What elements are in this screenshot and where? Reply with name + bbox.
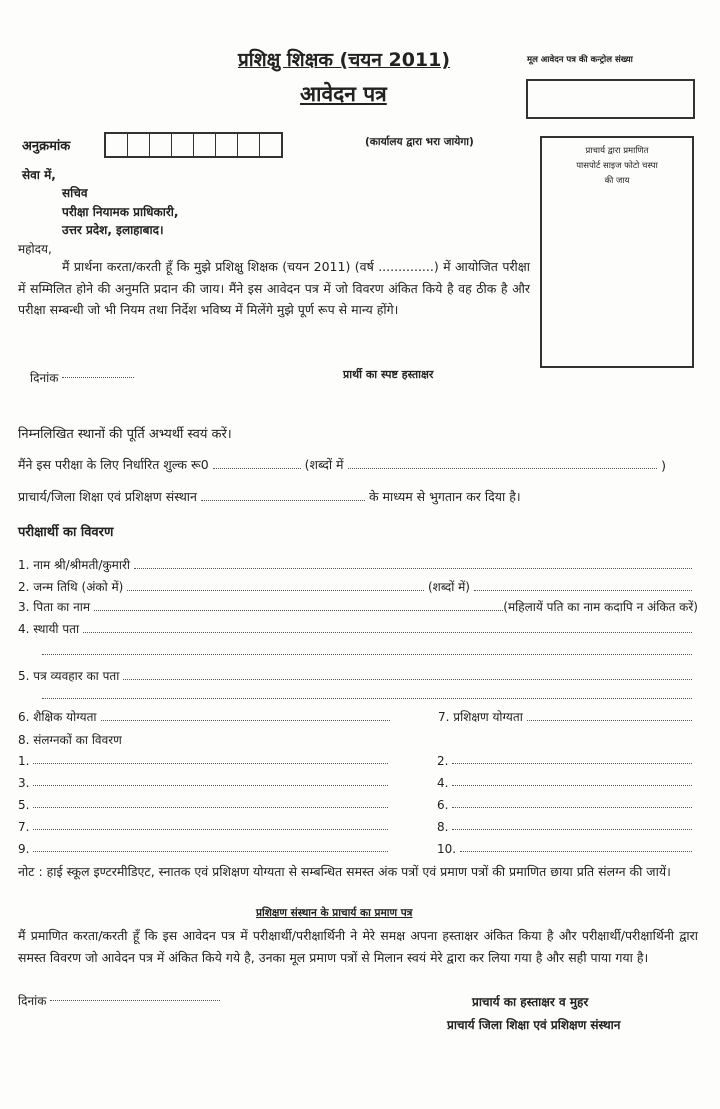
photo-box[interactable]	[540, 136, 694, 368]
certificate-text: मैं प्रमाणित करता/करती हूँ कि इस आवेदन पत्र में परीक्षार्थी/परीक्षार्थिनी ने मेरे समक्ष अपना हस्ताक्षर अंकित किया है और परीक्षार्थी/परीक्षार्थिनी द्वारा समस्त विवरण जो आवेदन पत्र में अंकित किये गये है, उनका मूल प्रमाण पत्रों से मिलान स्वयं मेरे द्वारा कर लिया गया है और सही पाया गया है।	[18, 928, 698, 965]
attachment-field[interactable]	[452, 807, 692, 808]
office-use-note: (कार्यालय द्वारा भरा जायेगा)	[365, 136, 474, 148]
training-row	[438, 708, 696, 725]
education-row	[18, 708, 394, 725]
photo-box-line: पासपोर्ट साइज फोटो चस्पा	[576, 161, 658, 171]
dob-digits-field[interactable]	[127, 590, 424, 591]
roll-number-label: अनुक्रमांक	[22, 139, 71, 154]
fee-amount-field[interactable]	[213, 468, 301, 469]
correspondence-address-row-2	[38, 689, 696, 703]
attachment-field[interactable]	[452, 829, 692, 830]
attachment-number: 2.	[437, 754, 449, 768]
attachment-number: 5.	[18, 798, 30, 812]
attachment-number: 10.	[437, 842, 457, 856]
institute-suffix: के माध्यम से भुगतान कर दिया है।	[368, 489, 521, 504]
roll-number-cells[interactable]	[104, 132, 283, 158]
father-field[interactable]	[94, 610, 503, 611]
education-field[interactable]	[101, 720, 390, 721]
certificate-date	[18, 992, 224, 1009]
attachment-number: 7.	[18, 820, 30, 834]
principal-signature-label: प्राचार्य का हस्ताक्षर व मुहर	[472, 995, 589, 1009]
note: नोट : हाई स्कूल इण्टरमीडिएट, स्नातक एवं प्रशिक्षण योग्यता से सम्बन्धित समस्त अंक पत्रों एवं प्रमाण पत्रों की प्रमाणित छाया प्रति संलग्न की जायें।	[18, 864, 671, 879]
correspondence-address-label: 5. पत्र व्यवहार का पता	[18, 669, 120, 683]
attachment-row	[18, 754, 392, 768]
institute-field[interactable]	[201, 500, 365, 501]
fee-row	[18, 456, 666, 473]
principal-designation: प्राचार्य जिला शिक्षा एवं प्रशिक्षण संस्थान	[447, 1018, 621, 1032]
dob-words-label: (शब्दों में)	[428, 580, 470, 594]
permanent-address-field-2[interactable]	[42, 654, 692, 655]
attachment-row	[18, 798, 392, 812]
fee-label: मैंने इस परीक्षा के लिए निर्धारित शुल्क रू0	[18, 457, 209, 472]
attachment-row	[437, 842, 696, 856]
training-label: 7. प्रशिक्षण योग्यता	[438, 710, 523, 724]
attachment-number: 3.	[18, 776, 30, 790]
photo-box-line: प्राचार्य द्वारा प्रमाणित	[585, 146, 649, 156]
date-label	[30, 369, 138, 386]
attachment-field[interactable]	[33, 763, 388, 764]
attachment-row	[437, 798, 696, 812]
training-field[interactable]	[527, 720, 692, 721]
institute-label: प्राचार्य/जिला शिक्षा एवं प्रशिक्षण संस्थान	[18, 489, 197, 504]
candidate-details-heading: परीक्षार्थी का विवरण	[18, 525, 114, 540]
dob-row	[18, 578, 696, 595]
correspondence-address-field[interactable]	[123, 679, 692, 680]
attachment-number: 9.	[18, 842, 30, 856]
attachment-row	[437, 776, 696, 790]
form-subtitle: आवेदन पत्र	[300, 82, 387, 106]
attachment-number: 4.	[437, 776, 449, 790]
date-field[interactable]	[62, 377, 134, 378]
correspondence-address-field-2[interactable]	[42, 698, 692, 699]
institute-row	[18, 488, 521, 505]
attachment-row	[437, 820, 696, 834]
salutation: महोदय,	[18, 242, 52, 256]
education-label: 6. शैक्षिक योग्यता	[18, 710, 97, 724]
attachment-row	[18, 842, 392, 856]
applicant-signature-label: प्रार्थी का स्पष्ट हस्ताक्षर	[343, 368, 434, 381]
attachment-number: 6.	[437, 798, 449, 812]
address-line: परीक्षा नियामक प्राधिकारी,	[62, 205, 179, 219]
attachment-number: 8.	[437, 820, 449, 834]
instruction: निम्नलिखित स्थानों की पूर्ति अभ्यर्थी स्वयं करें।	[18, 427, 232, 442]
request-paragraph: मैं प्रार्थना करता/करती हूँ कि मुझे प्रशिक्षु शिक्षक (चयन 2011) (वर्ष ..............) में आयोजित परीक्षा में सम्मिलित होने की अनुमति प्रदान की जाय। मैंने इस आवेदन पत्र में जो विवरण अंकित किये है वह ठीक है और परीक्षा सम्बन्धी जो भी नियम तथा निर्देश भविष्य में मिलेंगे मुझे पूर्ण रूप से मान्य होंगे।	[18, 259, 530, 317]
attachment-number: 1.	[18, 754, 30, 768]
attachment-row	[18, 820, 392, 834]
form-title: प्रशिक्षु शिक्षक (चयन 2011)	[238, 49, 451, 71]
address-line: उत्तर प्रदेश, इलाहाबाद।	[62, 223, 164, 237]
dob-label: 2. जन्म तिथि (अंको में)	[18, 580, 124, 594]
father-note: (महिलायें पति का नाम कदापि न अंकित करें)	[503, 600, 698, 614]
permanent-address-field[interactable]	[83, 632, 692, 633]
father-row	[18, 598, 698, 615]
address-line: सचिव	[62, 186, 88, 200]
permanent-address-row-2	[38, 645, 696, 659]
fee-words-field[interactable]	[348, 468, 658, 469]
control-number-label: मूल आवेदन पत्र की कन्ट्रोल संख्या	[527, 55, 633, 65]
name-row	[18, 556, 696, 573]
attachment-field[interactable]	[33, 807, 388, 808]
photo-box-line: की जाय	[604, 176, 630, 186]
control-number-box[interactable]	[526, 79, 695, 119]
dob-words-field[interactable]	[474, 590, 692, 591]
name-field[interactable]	[134, 568, 692, 569]
permanent-address-row	[18, 620, 696, 637]
certificate-date-field[interactable]	[50, 1000, 220, 1001]
attachment-row	[18, 776, 392, 790]
attachment-field[interactable]	[452, 785, 692, 786]
fee-close: )	[661, 458, 666, 473]
permanent-address-label: 4. स्थायी पता	[18, 622, 80, 636]
name-label: 1. नाम श्री/श्रीमती/कुमारी	[18, 558, 130, 572]
attachment-field[interactable]	[33, 829, 388, 830]
correspondence-address-row	[18, 667, 696, 684]
attachment-field[interactable]	[452, 763, 692, 764]
attachment-row	[437, 754, 696, 768]
certificate-heading: प्रशिक्षण संस्थान के प्राचार्य का प्रमाण पत्र	[256, 907, 413, 919]
attachment-field[interactable]	[33, 785, 388, 786]
father-label: 3. पिता का नाम	[18, 600, 91, 614]
attachments-label: 8. संलग्नकों का विवरण	[18, 733, 122, 747]
attachment-field[interactable]	[460, 851, 692, 852]
date-label-text: दिनांक	[30, 371, 59, 385]
certificate-date-label: दिनांक	[18, 994, 47, 1008]
attachment-field[interactable]	[33, 851, 388, 852]
fee-words-label: (शब्दों में	[304, 457, 344, 472]
address-to: सेवा में,	[22, 168, 56, 182]
